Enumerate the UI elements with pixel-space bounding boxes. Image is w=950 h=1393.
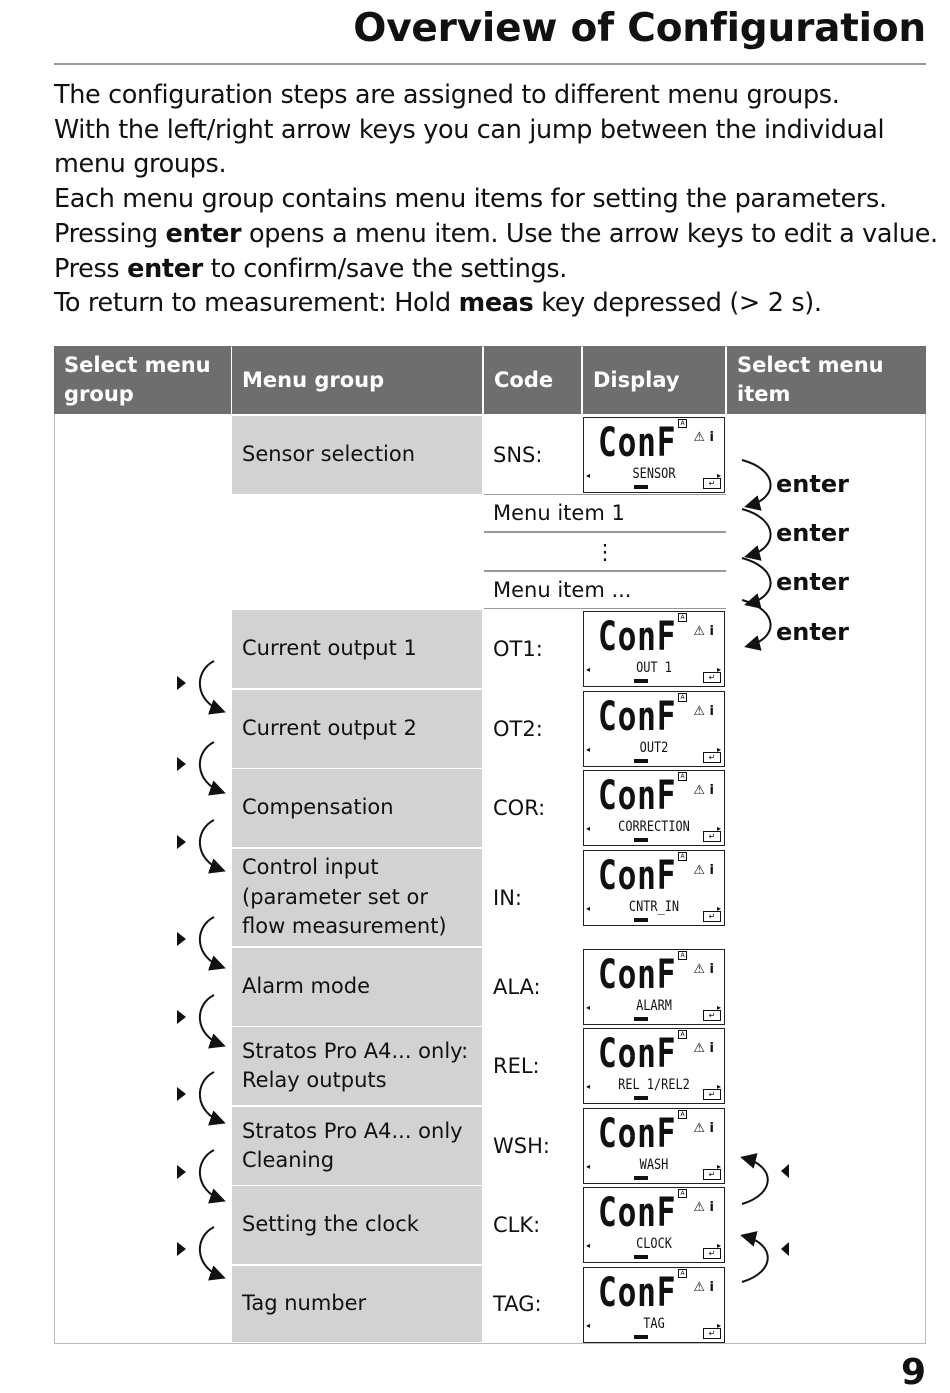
enter-key-icon: ↵ [703,1328,721,1339]
enter-key-icon: ↵ [703,1089,721,1100]
menu-group-cell: Tag number [232,1266,482,1342]
left-arrow-icon: ◂ [586,1003,591,1012]
right-arrow-icon: ▸ [716,745,721,754]
enter-key-icon: ↵ [703,831,721,842]
display-main-text: ConF [598,853,677,899]
left-arrow-icon: ◂ [586,471,591,480]
right-triangle-icon [177,1242,186,1256]
enter-curved-arrow-icon [742,509,771,556]
curved-arrow-icon [200,820,222,870]
return-curved-arrow-icon [742,1236,768,1282]
intro-run: To return to measurement: Hold [54,288,459,319]
menu-group-cell: Stratos Pro A4... only: Relay outputs [232,1027,482,1105]
menu-group-cell: Alarm mode [232,948,482,1026]
right-arrow-icon: ▸ [716,471,721,480]
enter-key-icon: ↵ [703,1169,721,1180]
hold-marker-icon: A [678,772,687,781]
hold-marker-icon: A [678,1030,687,1039]
right-triangle-icon [177,932,186,946]
left-arrow-icon: ◂ [586,1321,591,1330]
right-triangle-icon [177,835,186,849]
hold-marker-icon: A [678,1269,687,1278]
intro-run: opens a menu item. Use the arrow keys to edit a value. [241,218,938,249]
warning-info-icon: ⚠ i [693,1280,714,1295]
left-triangle-icon [781,1242,789,1256]
enter-key-icon: ↵ [703,911,721,922]
return-curved-arrow-icon [742,1158,768,1204]
intro-run: Pressing [54,218,166,249]
left-arrow-icon: ◂ [586,1082,591,1091]
menu-group-cell: Current output 2 [232,690,482,768]
left-arrow-icon: ◂ [586,665,591,674]
enter-key-icon: ↵ [703,1010,721,1021]
left-arrow-icon: ◂ [586,745,591,754]
warning-info-icon: ⚠ i [693,1121,714,1136]
menu-group-cell: Current output 1 [232,610,482,688]
intro-run: key depressed (> 2 s). [533,288,822,319]
right-triangle-icon [177,676,186,690]
curved-arrow-icon [200,742,222,792]
hold-marker-icon: A [678,852,687,861]
warning-info-icon: ⚠ i [693,962,714,977]
display-sub-text: CLOCK [636,1236,672,1252]
hold-marker-icon: A [678,693,687,702]
intro-run: The configuration steps are assigned to different menu groups. [54,80,840,110]
page-number: 9 [900,1352,926,1393]
warning-info-icon: ⚠ i [693,1200,714,1215]
code-cell: IN: [493,885,522,910]
enter-curved-arrow-icon [742,460,771,506]
curved-arrow-icon [200,1072,222,1122]
menu-item-1: Menu item 1 [484,494,726,532]
menu-group-cell: Sensor selection [232,416,482,494]
display-sub-text: ALARM [636,998,672,1014]
curved-arrow-icon [200,661,222,711]
intro-keyword: enter [127,253,203,284]
left-arrow-icon: ◂ [586,1162,591,1171]
code-cell: OT1: [493,637,543,661]
curved-arrow-icon [200,1150,222,1200]
left-arrow-icon: ◂ [586,904,591,913]
right-arrow-icon: ▸ [716,665,721,674]
display-sub-text: REL 1/REL2 [618,1077,690,1093]
code-cell: COR: [493,796,546,820]
right-triangle-icon [177,1010,186,1024]
code-cell: SNS: [493,443,543,467]
intro-line [54,182,934,217]
display-main-text: ConF [598,1031,677,1077]
header-display: Display [583,346,725,414]
code-cell: ALA: [493,975,541,999]
display-main-text: ConF [598,1111,677,1157]
enter-label: enter [776,618,849,646]
intro-run: menu groups. [54,149,227,180]
intro-line [54,78,934,113]
menu-group-cell: Setting the clock [232,1186,482,1264]
right-arrow-icon: ▸ [716,1003,721,1012]
hold-marker-icon: A [678,951,687,960]
right-triangle-icon [177,1087,186,1101]
code-cell: WSH: [493,1134,550,1158]
menu-group-cell: Compensation [232,769,482,847]
code-cell: OT2: [493,717,543,741]
display-main-text: ConF [598,1190,677,1236]
enter-curved-arrow-icon [742,558,771,604]
display-sub-text: OUT 1 [636,660,672,676]
warning-info-icon: ⚠ i [693,430,714,445]
right-arrow-icon: ▸ [716,1082,721,1091]
hold-marker-icon: A [678,1189,687,1198]
right-arrow-icon: ▸ [716,1162,721,1171]
display-sub-text: WASH [639,1157,669,1173]
code-cell: REL: [493,1054,540,1078]
enter-label: enter [776,470,849,498]
intro-line [54,286,934,321]
right-arrow-icon: ▸ [716,1241,721,1250]
intro-line [54,217,938,252]
intro-line [54,113,934,148]
curved-arrow-icon [200,1227,222,1277]
warning-info-icon: ⚠ i [693,704,714,719]
code-cell: CLK: [493,1213,541,1237]
intro-run: Each menu group contains menu items for setting the parameters. [54,184,887,215]
navigation-arrows [54,346,926,1344]
header-select-menu-group: Select menu group [54,346,231,414]
header-select-menu-item: Select menu item [727,346,926,414]
intro-keyword: enter [165,218,242,249]
display-main-text: ConF [598,694,677,740]
display-main-text: ConF [598,614,677,660]
intro-line [54,147,934,182]
intro-keyword: meas [458,288,534,319]
right-arrow-icon: ▸ [716,1321,721,1330]
warning-info-icon: ⚠ i [693,1041,714,1056]
intro-text [54,78,938,321]
menu-item-last: Menu item ... [484,571,726,609]
display-sub-text: SENSOR [632,466,676,482]
intro-run: to confirm/save the settings. [202,253,568,284]
warning-info-icon: ⚠ i [693,624,714,639]
display-main-text: ConF [598,1270,677,1316]
intro-run: Press [54,253,128,284]
display-main-text: ConF [598,420,677,466]
display-sub-text: OUT2 [639,740,669,756]
enter-key-icon: ↵ [703,478,721,489]
intro-run: With the left/right arrow keys you can jump between the individual [54,114,885,145]
enter-curved-arrow-icon [742,600,771,646]
right-arrow-icon: ▸ [716,904,721,913]
enter-key-icon: ↵ [703,672,721,683]
header-menu-group: Menu group [232,346,482,414]
page-title: Overview of Configuration [353,6,926,51]
display-main-text: ConF [598,952,677,998]
intro-line [54,252,934,287]
left-triangle-icon [781,1164,789,1178]
hold-marker-icon: A [678,1110,687,1119]
menu-group-cell: Control input (parameter set or flow measurement) [232,849,482,946]
display-sub-text: TAG [643,1316,665,1332]
warning-info-icon: ⚠ i [693,783,714,798]
enter-label: enter [776,568,849,596]
configuration-overview-table [54,346,926,1344]
right-triangle-icon [177,757,186,771]
right-triangle-icon [177,1165,186,1179]
display-sub-text: CNTR_IN [628,899,680,915]
right-arrow-icon: ▸ [716,824,721,833]
curved-arrow-icon [200,995,222,1045]
left-arrow-icon: ◂ [586,1241,591,1250]
left-arrow-icon: ◂ [586,824,591,833]
hold-marker-icon: A [678,613,687,622]
warning-info-icon: ⚠ i [693,863,714,878]
display-sub-text: CORRECTION [618,819,690,835]
header-code: Code [484,346,581,414]
title-divider [54,63,926,65]
curved-arrow-icon [200,917,222,967]
menu-group-cell: Stratos Pro A4... only Cleaning [232,1107,482,1185]
enter-label: enter [776,519,849,547]
enter-key-icon: ↵ [703,752,721,763]
hold-marker-icon: A [678,419,687,428]
code-cell: TAG: [493,1292,542,1316]
enter-key-icon: ↵ [703,1248,721,1259]
display-main-text: ConF [598,773,677,819]
menu-item-ellipsis: ⋮ [484,532,726,571]
